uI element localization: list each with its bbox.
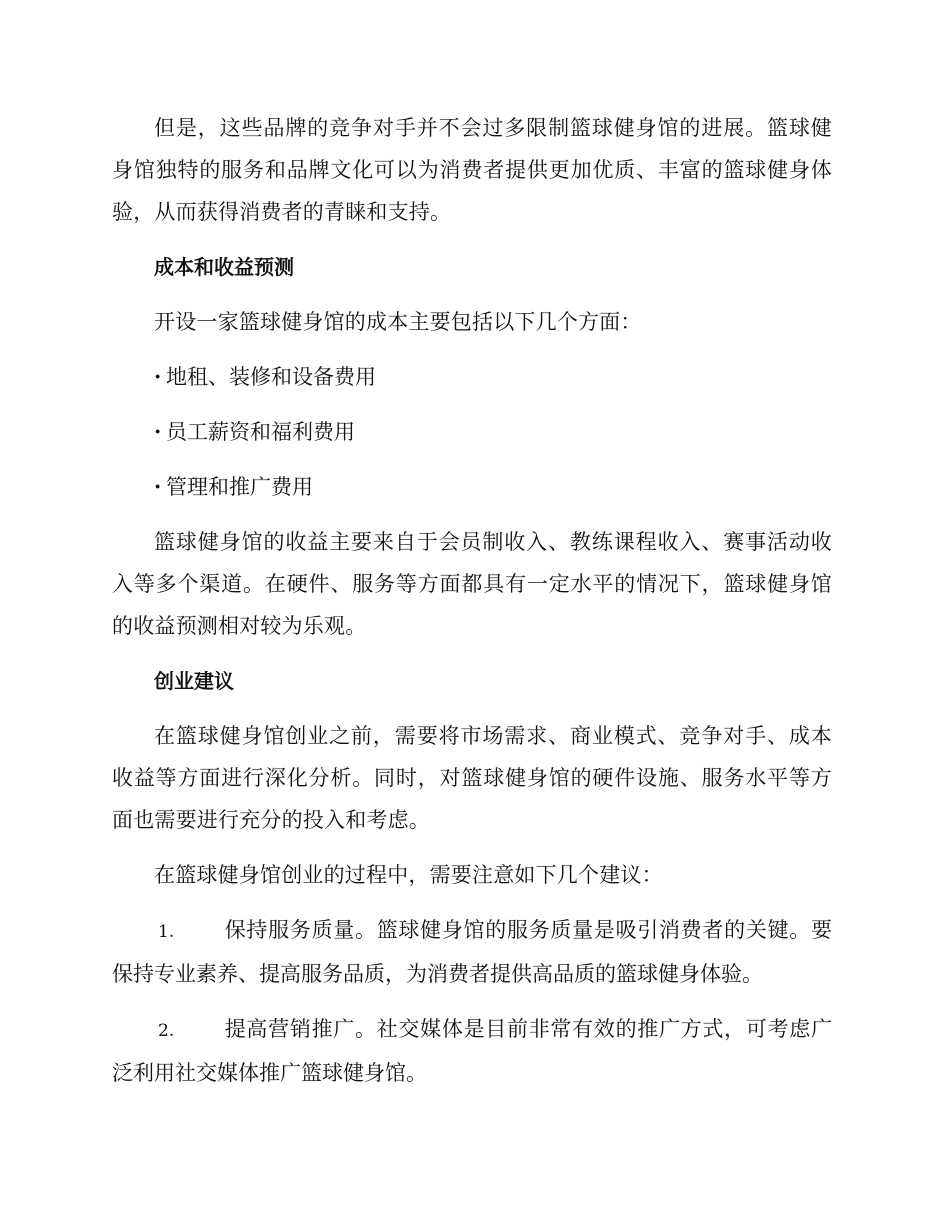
bullet-dot-icon: · [154,364,162,389]
bullet-item [112,466,832,508]
bullet-text: 地租、装修和设备费用 [166,365,376,389]
paragraph-advice-intro: 在篮球健身馆创业的过程中，需要注意如下几个建议： [154,863,663,887]
section-heading-cost-revenue: 成本和收益预测 [154,255,294,279]
list-number: 1. [158,922,175,942]
paragraph-advice-analysis: 在篮球健身馆创业之前，需要将市场需求、商业模式、竞争对手、成本收益等方面进行深化分析。同时，对篮球健身馆的硬件设施、服务水平等方面也需要进行充分的投入和考虑。 [112,724,832,832]
numbered-item [112,1008,832,1094]
bullet-text: 员工薪资和福利费用 [166,420,355,444]
bullet-dot-icon: · [154,474,162,499]
bullet-item [112,411,832,453]
numbered-item [112,909,832,995]
paragraph-intro: 但是，这些品牌的竞争对手并不会过多限制篮球健身馆的进展。篮球健身馆独特的服务和品牌文化可以为消费者提供更加优质、丰富的篮球健身体验，从而获得消费者的青睐和支持。 [112,116,832,224]
bullet-text: 管理和推广费用 [166,475,313,499]
bullet-dot-icon: · [154,419,162,444]
numbered-item-text: 提高营销推广。社交媒体是目前非常有效的推广方式，可考虑广泛利用社交媒体推广篮球健身馆。 [112,1017,832,1085]
document-body [112,107,832,1107]
bullet-item [112,356,832,398]
paragraph-cost-intro: 开设一家篮球健身馆的成本主要包括以下几个方面： [154,310,642,334]
paragraph-revenue: 篮球健身馆的收益主要来自于会员制收入、教练课程收入、赛事活动收入等多个渠道。在硬件、服务等方面都具有一定水平的情况下，篮球健身馆的收益预测相对较为乐观。 [112,530,832,638]
list-number: 2. [158,1021,175,1041]
numbered-item-text: 保持服务质量。篮球健身馆的服务质量是吸引消费者的关键。要保持专业素养、提高服务品质，为消费者提供高品质的篮球健身体验。 [112,918,832,986]
section-heading-advice: 创业建议 [154,669,234,693]
